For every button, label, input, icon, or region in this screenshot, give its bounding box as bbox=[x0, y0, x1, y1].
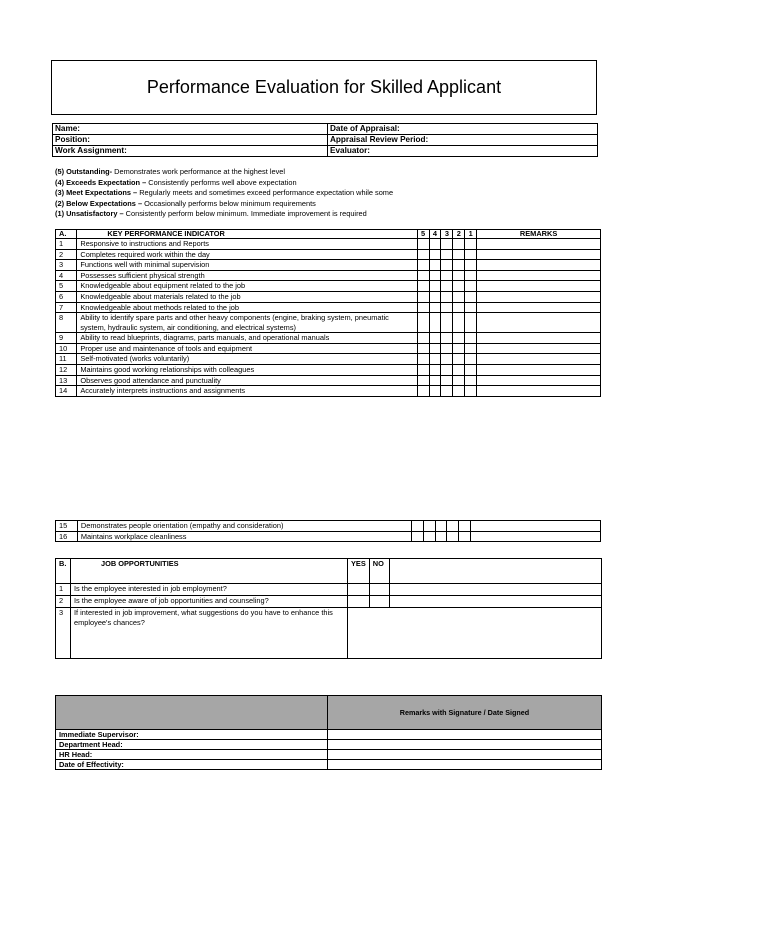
signature-cell[interactable] bbox=[328, 740, 602, 750]
remarks-cell[interactable] bbox=[477, 375, 601, 386]
score-cell[interactable] bbox=[447, 531, 459, 542]
score-cell[interactable] bbox=[429, 313, 441, 333]
kpi-header-row bbox=[56, 230, 601, 239]
signature-cell[interactable] bbox=[328, 760, 602, 770]
table-row bbox=[56, 750, 602, 760]
score-cell[interactable] bbox=[453, 302, 465, 313]
score-cell[interactable] bbox=[453, 239, 465, 250]
score-cell[interactable] bbox=[441, 260, 453, 271]
score-cell[interactable] bbox=[453, 270, 465, 281]
indicator-text: Responsive to instructions and Reports bbox=[77, 239, 417, 250]
score-cell[interactable] bbox=[417, 375, 429, 386]
remarks-cell[interactable] bbox=[477, 239, 601, 250]
immediate-supervisor-label: Immediate Supervisor: bbox=[56, 730, 328, 740]
score-cell[interactable] bbox=[459, 521, 471, 532]
score-5-header: 5 bbox=[417, 230, 429, 239]
score-cell[interactable] bbox=[465, 386, 477, 397]
score-cell[interactable] bbox=[453, 249, 465, 260]
score-cell[interactable] bbox=[453, 375, 465, 386]
score-cell[interactable] bbox=[441, 386, 453, 397]
table-row bbox=[56, 760, 602, 770]
legend-item: (4) Exceeds Expectation – Consistently performs well above expectation bbox=[55, 177, 297, 187]
row-number: 3 bbox=[56, 608, 71, 659]
indicator-text: Observes good attendance and punctuality bbox=[77, 375, 417, 386]
score-cell[interactable] bbox=[417, 364, 429, 375]
indicator-text: Ability to identify spare parts and other heavy components (engine, braking system, pneumatic system, hydraulic system, air conditioning, and electrical systems) bbox=[77, 313, 417, 333]
score-cell[interactable] bbox=[423, 531, 435, 542]
remarks-header: REMARKS bbox=[477, 230, 601, 239]
score-cell[interactable] bbox=[441, 375, 453, 386]
yes-header: YES bbox=[348, 559, 370, 584]
jobs-remarks-cell[interactable] bbox=[389, 559, 601, 584]
row-number: 12 bbox=[56, 364, 77, 375]
score-cell[interactable] bbox=[417, 313, 429, 333]
score-cell[interactable] bbox=[441, 291, 453, 302]
score-cell[interactable] bbox=[441, 239, 453, 250]
legend-item: (1) Unsatisfactory – Consistently perform below minimum. Immediate improvement is required bbox=[55, 209, 367, 218]
row-number: 16 bbox=[56, 531, 78, 542]
signature-table bbox=[55, 695, 602, 770]
score-cell[interactable] bbox=[441, 281, 453, 292]
score-cell[interactable] bbox=[453, 386, 465, 397]
score-cell[interactable] bbox=[429, 281, 441, 292]
remarks-cell[interactable] bbox=[477, 343, 601, 354]
score-cell[interactable] bbox=[441, 364, 453, 375]
row-number: 11 bbox=[56, 354, 77, 365]
remarks-cell[interactable] bbox=[477, 302, 601, 313]
table-row bbox=[56, 375, 601, 386]
table-row bbox=[56, 584, 602, 596]
legend-item: (2) Below Expectations – Occasionally performs below minimum requirements bbox=[55, 198, 316, 208]
score-cell[interactable] bbox=[417, 302, 429, 313]
row-number: 1 bbox=[56, 239, 77, 250]
score-cell[interactable] bbox=[453, 291, 465, 302]
row-number: 7 bbox=[56, 302, 77, 313]
row-number: 13 bbox=[56, 375, 77, 386]
row-number: 10 bbox=[56, 343, 77, 354]
score-cell[interactable] bbox=[435, 521, 447, 532]
table-row bbox=[56, 281, 601, 292]
indicator-text: Possesses sufficient physical strength bbox=[77, 270, 417, 281]
yes-cell[interactable] bbox=[348, 584, 370, 596]
answer-cell[interactable] bbox=[389, 584, 601, 596]
score-cell[interactable] bbox=[465, 260, 477, 271]
name-label: Name: bbox=[53, 124, 328, 135]
score-cell[interactable] bbox=[417, 239, 429, 250]
score-cell[interactable] bbox=[465, 343, 477, 354]
score-cell[interactable] bbox=[429, 291, 441, 302]
remarks-cell[interactable] bbox=[477, 333, 601, 344]
evaluator-label: Evaluator: bbox=[328, 146, 598, 157]
indicator-text: Proper use and maintenance of tools and equipment bbox=[77, 343, 417, 354]
indicator-text: Demonstrates people orientation (empathy and consideration) bbox=[77, 521, 411, 532]
date-of-appraisal-label: Date of Appraisal: bbox=[328, 124, 598, 135]
score-cell[interactable] bbox=[453, 313, 465, 333]
score-cell[interactable] bbox=[429, 375, 441, 386]
signature-header: Remarks with Signature / Date Signed bbox=[328, 696, 602, 730]
remarks-cell[interactable] bbox=[477, 364, 601, 375]
jobs-header: JOB OPPORTUNITIES bbox=[71, 559, 348, 584]
jobs-header-row bbox=[56, 559, 602, 584]
score-cell[interactable] bbox=[429, 354, 441, 365]
section-a-label: A. bbox=[56, 230, 77, 239]
score-cell[interactable] bbox=[453, 354, 465, 365]
score-cell[interactable] bbox=[465, 313, 477, 333]
row-number: 8 bbox=[56, 313, 77, 333]
table-row bbox=[56, 249, 601, 260]
table-row bbox=[56, 521, 601, 532]
score-cell[interactable] bbox=[465, 281, 477, 292]
indicator-text: Functions well with minimal supervision bbox=[77, 260, 417, 271]
kpi-table bbox=[55, 229, 601, 397]
score-cell[interactable] bbox=[447, 521, 459, 532]
score-cell[interactable] bbox=[465, 270, 477, 281]
remarks-cell[interactable] bbox=[477, 313, 601, 333]
score-cell[interactable] bbox=[429, 270, 441, 281]
table-row bbox=[56, 313, 601, 333]
question-text: Is the employee interested in job employment? bbox=[71, 584, 348, 596]
score-cell[interactable] bbox=[411, 521, 423, 532]
score-1-header: 1 bbox=[465, 230, 477, 239]
score-4-header: 4 bbox=[429, 230, 441, 239]
score-cell[interactable] bbox=[441, 302, 453, 313]
remarks-cell[interactable] bbox=[477, 281, 601, 292]
score-cell[interactable] bbox=[417, 343, 429, 354]
row-number: 3 bbox=[56, 260, 77, 271]
remarks-cell[interactable] bbox=[477, 291, 601, 302]
score-cell[interactable] bbox=[417, 333, 429, 344]
table-row bbox=[56, 730, 602, 740]
score-cell[interactable] bbox=[465, 364, 477, 375]
score-cell[interactable] bbox=[429, 302, 441, 313]
remarks-cell[interactable] bbox=[471, 521, 601, 532]
table-row bbox=[56, 343, 601, 354]
appraisal-review-period-label: Appraisal Review Period: bbox=[328, 135, 598, 146]
hr-head-label: HR Head: bbox=[56, 750, 328, 760]
score-cell[interactable] bbox=[465, 249, 477, 260]
score-cell[interactable] bbox=[441, 249, 453, 260]
row-number: 15 bbox=[56, 521, 78, 532]
score-cell[interactable] bbox=[441, 313, 453, 333]
no-cell[interactable] bbox=[369, 584, 389, 596]
table-row bbox=[56, 531, 601, 542]
score-cell[interactable] bbox=[453, 333, 465, 344]
score-cell[interactable] bbox=[417, 281, 429, 292]
score-cell[interactable] bbox=[465, 239, 477, 250]
table-row bbox=[56, 596, 602, 608]
row-number: 14 bbox=[56, 386, 77, 397]
answer-cell[interactable] bbox=[389, 596, 601, 608]
indicator-text: Knowledgeable about materials related to the job bbox=[77, 291, 417, 302]
indicator-text: Knowledgeable about methods related to the job bbox=[77, 302, 417, 313]
score-cell[interactable] bbox=[429, 260, 441, 271]
score-cell[interactable] bbox=[417, 291, 429, 302]
row-number: 2 bbox=[56, 249, 77, 260]
row-number: 4 bbox=[56, 270, 77, 281]
indicator-text: Ability to read blueprints, diagrams, parts manuals, and operational manuals bbox=[77, 333, 417, 344]
indicator-text: Completes required work within the day bbox=[77, 249, 417, 260]
no-header: NO bbox=[369, 559, 389, 584]
score-cell[interactable] bbox=[417, 249, 429, 260]
score-cell[interactable] bbox=[459, 531, 471, 542]
score-cell[interactable] bbox=[417, 354, 429, 365]
employee-info-table bbox=[52, 123, 598, 157]
score-cell[interactable] bbox=[411, 531, 423, 542]
position-label: Position: bbox=[53, 135, 328, 146]
score-cell[interactable] bbox=[429, 249, 441, 260]
score-cell[interactable] bbox=[417, 260, 429, 271]
score-cell[interactable] bbox=[441, 333, 453, 344]
department-head-label: Department Head: bbox=[56, 740, 328, 750]
table-row bbox=[56, 291, 601, 302]
table-row bbox=[56, 364, 601, 375]
score-cell[interactable] bbox=[429, 386, 441, 397]
score-cell[interactable] bbox=[453, 260, 465, 271]
question-text: If interested in job improvement, what suggestions do you have to enhance this employee's chances? bbox=[71, 608, 348, 659]
score-cell[interactable] bbox=[417, 386, 429, 397]
row-number: 1 bbox=[56, 584, 71, 596]
signature-header-blank bbox=[56, 696, 328, 730]
table-row bbox=[56, 260, 601, 271]
remarks-cell[interactable] bbox=[477, 260, 601, 271]
score-cell[interactable] bbox=[465, 354, 477, 365]
score-2-header: 2 bbox=[453, 230, 465, 239]
kpi-header: KEY PERFORMANCE INDICATOR bbox=[77, 230, 417, 239]
score-cell[interactable] bbox=[429, 239, 441, 250]
signature-cell[interactable] bbox=[328, 750, 602, 760]
indicator-text: Maintains workplace cleanliness bbox=[77, 531, 411, 542]
score-cell[interactable] bbox=[441, 270, 453, 281]
row-number: 9 bbox=[56, 333, 77, 344]
score-3-header: 3 bbox=[441, 230, 453, 239]
no-cell[interactable] bbox=[369, 596, 389, 608]
table-row bbox=[56, 302, 601, 313]
indicator-text: Accurately interprets instructions and assignments bbox=[77, 386, 417, 397]
score-cell[interactable] bbox=[423, 521, 435, 532]
score-cell[interactable] bbox=[465, 333, 477, 344]
score-cell[interactable] bbox=[429, 333, 441, 344]
yes-cell[interactable] bbox=[348, 596, 370, 608]
table-row bbox=[56, 270, 601, 281]
section-b-label: B. bbox=[56, 559, 71, 584]
row-number: 5 bbox=[56, 281, 77, 292]
remarks-cell[interactable] bbox=[477, 270, 601, 281]
work-assignment-label: Work Assignment: bbox=[53, 146, 328, 157]
job-opportunities-table bbox=[55, 558, 602, 659]
signature-cell[interactable] bbox=[328, 730, 602, 740]
table-row bbox=[56, 386, 601, 397]
indicator-text: Self-motivated (works voluntarily) bbox=[77, 354, 417, 365]
score-cell[interactable] bbox=[465, 302, 477, 313]
legend-item: (5) Outstanding- Demonstrates work performance at the highest level bbox=[55, 167, 286, 176]
question-text: Is the employee aware of job opportunities and counseling? bbox=[71, 596, 348, 608]
score-cell[interactable] bbox=[453, 343, 465, 354]
score-cell[interactable] bbox=[417, 270, 429, 281]
indicator-text: Knowledgeable about equipment related to the job bbox=[77, 281, 417, 292]
remarks-cell[interactable] bbox=[471, 531, 601, 542]
remarks-cell[interactable] bbox=[477, 354, 601, 365]
row-number: 6 bbox=[56, 291, 77, 302]
date-of-effectivity-label: Date of Effectivity: bbox=[56, 760, 328, 770]
indicator-text: Maintains good working relationships with colleagues bbox=[77, 364, 417, 375]
score-cell[interactable] bbox=[465, 291, 477, 302]
score-cell[interactable] bbox=[435, 531, 447, 542]
suggestions-cell[interactable] bbox=[348, 608, 602, 659]
table-row bbox=[56, 608, 602, 659]
remarks-cell[interactable] bbox=[477, 249, 601, 260]
score-cell[interactable] bbox=[429, 364, 441, 375]
score-cell[interactable] bbox=[453, 281, 465, 292]
table-row bbox=[56, 333, 601, 344]
table-row bbox=[56, 239, 601, 250]
rating-legend bbox=[55, 167, 595, 220]
kpi-table-continued bbox=[55, 520, 601, 542]
score-cell[interactable] bbox=[453, 364, 465, 375]
score-cell[interactable] bbox=[441, 343, 453, 354]
score-cell[interactable] bbox=[441, 354, 453, 365]
legend-item: (3) Meet Expectations – Regularly meets and sometimes exceed performance expectation while some bbox=[55, 188, 394, 197]
title-box bbox=[51, 60, 597, 115]
row-number: 2 bbox=[56, 596, 71, 608]
page-title: Performance Evaluation for Skilled Applicant bbox=[146, 77, 502, 97]
table-row bbox=[56, 354, 601, 365]
signature-header-row bbox=[56, 696, 602, 730]
score-cell[interactable] bbox=[429, 343, 441, 354]
table-row bbox=[56, 740, 602, 750]
remarks-cell[interactable] bbox=[477, 386, 601, 397]
score-cell[interactable] bbox=[465, 375, 477, 386]
